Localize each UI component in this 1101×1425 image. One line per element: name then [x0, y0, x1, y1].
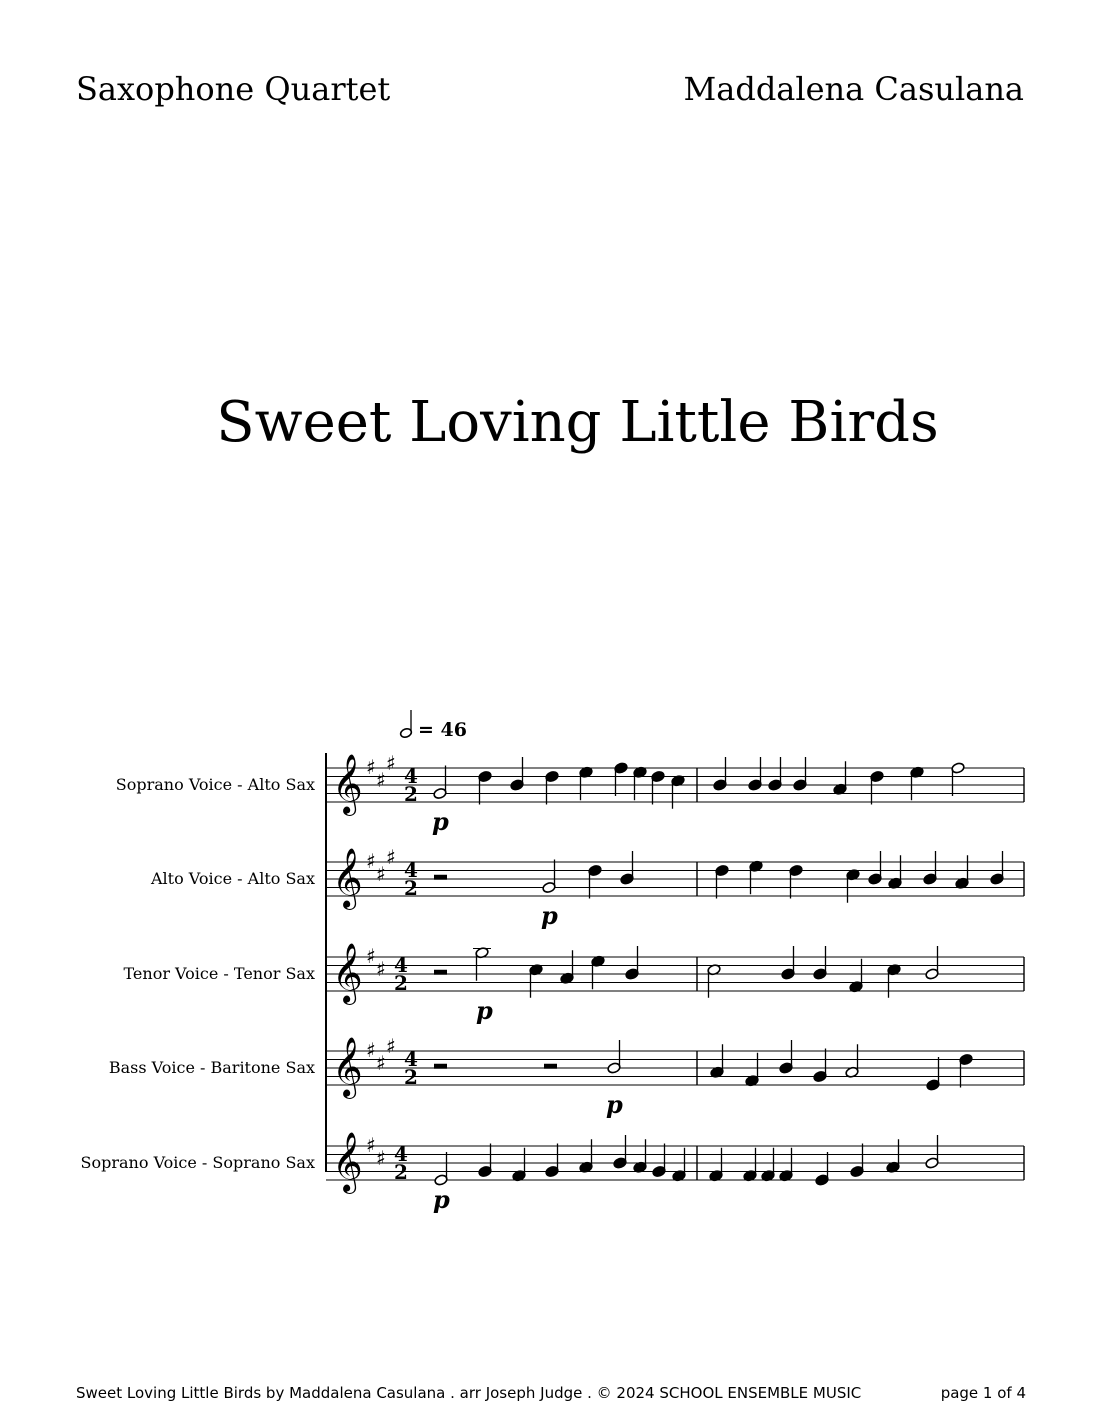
note: [761, 1148, 775, 1182]
note: [749, 860, 763, 894]
staff-1: [116, 751, 1024, 836]
note: [926, 1057, 940, 1091]
note: [743, 1148, 757, 1182]
note: [910, 766, 924, 800]
time-signature-bottom: 2: [404, 782, 418, 806]
note: [633, 1139, 647, 1173]
staff-2: [150, 845, 1024, 930]
note: [607, 1040, 621, 1074]
note: [671, 775, 685, 809]
note: [588, 864, 602, 898]
treble-clef-icon: 𝄞: [332, 754, 363, 814]
note: [959, 1053, 973, 1087]
sharp-icon: ♯: [366, 849, 376, 873]
treble-clef-icon: 𝄞: [332, 1132, 363, 1192]
note: [625, 946, 639, 980]
dynamic-marking: p: [606, 1090, 623, 1119]
staff-5: [81, 1132, 1024, 1214]
note: [955, 855, 969, 889]
note: [813, 1049, 827, 1083]
footer-credit: Sweet Loving Little Birds by Maddalena Casulana . arr Joseph Judge . © 2024 SCHOOL ENSEMBLE MUSIC: [76, 1384, 862, 1402]
sharp-icon: ♯: [376, 767, 386, 792]
half-rest: [434, 970, 447, 975]
note: [715, 864, 729, 898]
treble-clef-icon: 𝄞: [332, 848, 363, 908]
note: [951, 762, 965, 796]
sharp-icon: ♯: [386, 1033, 396, 1058]
note: [789, 864, 803, 898]
note: [833, 761, 847, 795]
note: [793, 757, 807, 791]
note: [990, 851, 1004, 885]
note: [591, 955, 605, 989]
note: [745, 1053, 759, 1087]
staff-label: Bass Voice - Baritone Sax: [108, 1058, 315, 1077]
note: [545, 770, 559, 804]
time-signature-bottom: 2: [394, 971, 408, 995]
ensemble-label: Saxophone Quartet: [76, 70, 391, 108]
sharp-icon: ♯: [366, 1038, 376, 1062]
note: [850, 1144, 864, 1178]
tempo-marking: [399, 710, 467, 741]
staff-3: [123, 943, 1024, 1025]
note: [710, 1044, 724, 1078]
note: [560, 950, 574, 984]
sharp-icon: ♯: [376, 956, 386, 981]
staves: [81, 751, 1024, 1214]
dynamic-marking: p: [432, 807, 449, 836]
note: [579, 766, 593, 800]
footer: [76, 1384, 1026, 1402]
note: [614, 762, 628, 796]
note: [620, 851, 634, 885]
note: [709, 1148, 723, 1182]
sharp-icon: ♯: [366, 755, 376, 779]
note: [888, 855, 902, 889]
note: [870, 770, 884, 804]
note: [779, 1148, 793, 1182]
note: [886, 1139, 900, 1173]
sharp-icon: ♯: [376, 1145, 386, 1170]
sharp-icon: ♯: [366, 1133, 376, 1157]
note: [633, 766, 647, 800]
sharp-icon: ♯: [376, 1050, 386, 1075]
note: [651, 770, 665, 804]
half-rest: [434, 1064, 447, 1069]
note: [478, 770, 492, 804]
time-signature-bottom: 2: [394, 1160, 408, 1184]
staff-label: Tenor Voice - Tenor Sax: [123, 964, 315, 983]
treble-clef-icon: 𝄞: [332, 1037, 363, 1097]
time-signature-top: 4: [404, 1047, 418, 1071]
note: [542, 860, 556, 894]
note: [652, 1144, 666, 1178]
note: [529, 964, 543, 998]
note: [510, 757, 524, 791]
treble-clef-icon: 𝄞: [332, 943, 363, 1003]
time-signature-top: 4: [394, 1142, 408, 1166]
note: [433, 766, 447, 800]
sharp-icon: ♯: [366, 944, 376, 968]
sharp-icon: ♯: [376, 861, 386, 886]
time-signature-top: 4: [404, 764, 418, 788]
note: [473, 947, 491, 981]
note: [849, 959, 863, 993]
note: [925, 946, 939, 980]
half-rest: [544, 1064, 557, 1069]
note: [512, 1148, 526, 1182]
note: [478, 1144, 492, 1178]
note: [887, 964, 901, 998]
note: [434, 1152, 448, 1186]
note: [713, 757, 727, 791]
page-number: page 1 of 4: [940, 1384, 1026, 1402]
note: [813, 946, 827, 980]
time-signature-top: 4: [404, 858, 418, 882]
note: [579, 1139, 593, 1173]
time-signature-bottom: 2: [404, 1065, 418, 1089]
sharp-icon: ♯: [386, 844, 396, 869]
note: [707, 964, 721, 998]
note: [613, 1135, 627, 1169]
note: [845, 1044, 859, 1078]
staff-4: [109, 1034, 1024, 1119]
note: [815, 1152, 829, 1186]
sharp-icon: ♯: [386, 750, 396, 775]
dynamic-marking: p: [541, 901, 558, 930]
composer-name: Maddalena Casulana: [683, 70, 1024, 108]
note: [868, 851, 882, 885]
note: [923, 851, 937, 885]
note: [672, 1148, 686, 1182]
dynamic-marking: p: [476, 996, 493, 1025]
dynamic-marking: p: [433, 1185, 450, 1214]
half-rest: [434, 875, 447, 880]
time-signature-top: 4: [394, 953, 408, 977]
note: [768, 757, 782, 791]
note: [748, 757, 762, 791]
note: [545, 1144, 559, 1178]
note: [846, 869, 860, 903]
staff-label: Soprano Voice - Alto Sax: [115, 775, 315, 794]
note: [781, 946, 795, 980]
note: [779, 1040, 793, 1074]
staff-label: Alto Voice - Alto Sax: [150, 869, 315, 888]
time-signature-bottom: 2: [404, 876, 418, 900]
piece-title: Sweet Loving Little Birds: [216, 390, 939, 455]
staff-label: Soprano Voice - Soprano Sax: [80, 1153, 315, 1172]
tempo-text: = 46: [418, 719, 467, 741]
note: [925, 1135, 939, 1169]
